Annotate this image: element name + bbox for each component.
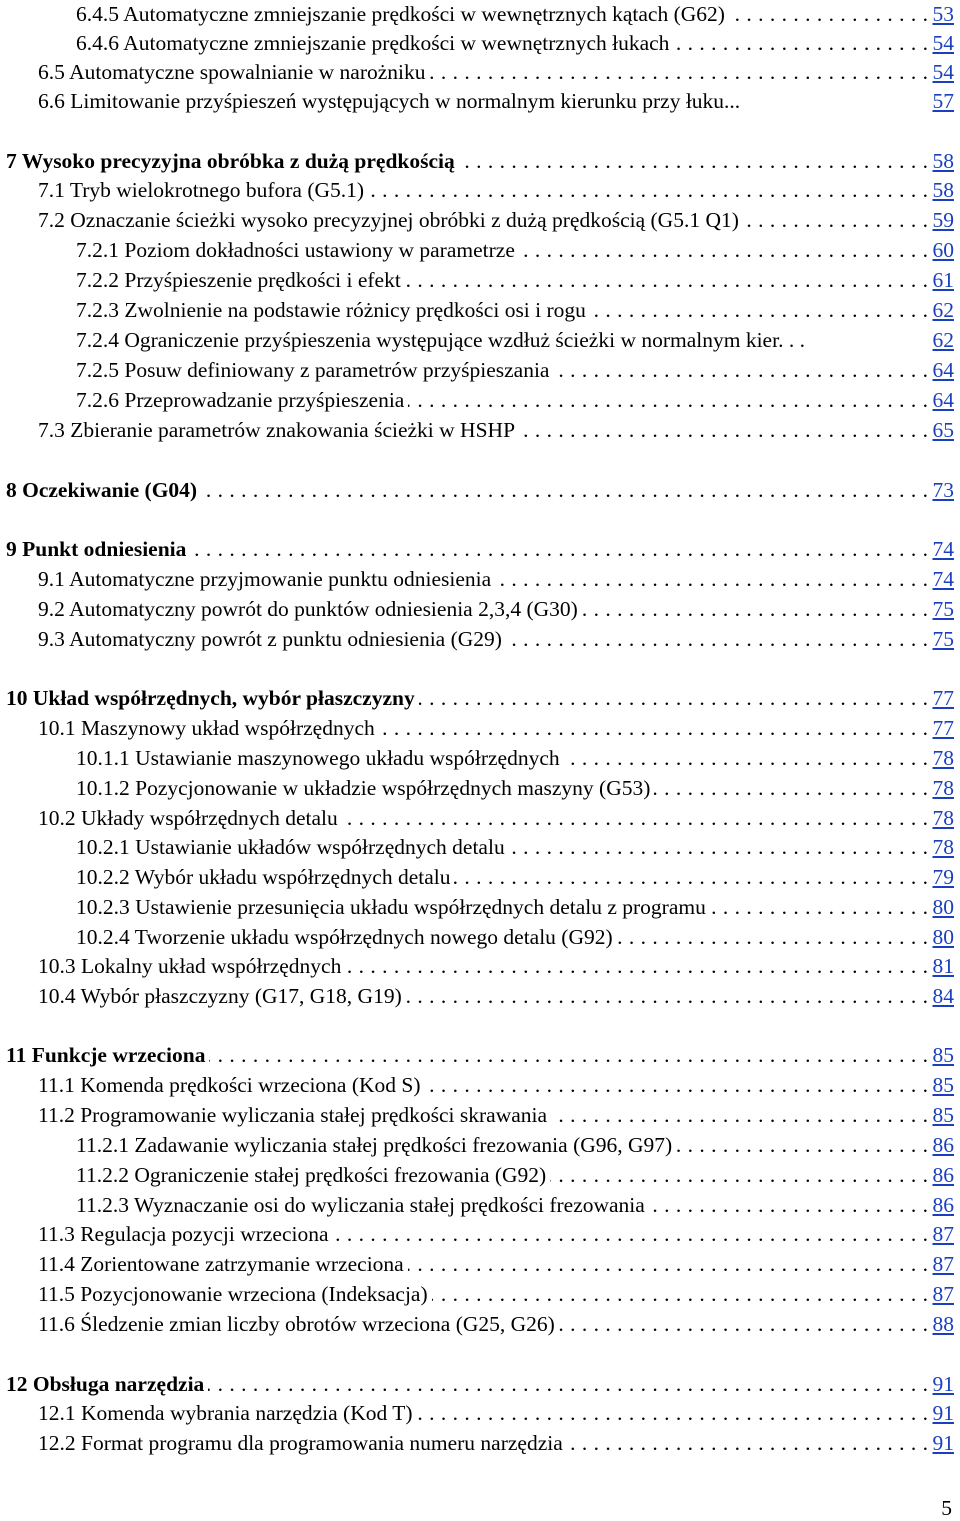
toc-page-link[interactable]: 78 [932, 834, 954, 859]
toc-page-link[interactable]: 91 [932, 1430, 954, 1455]
dot-leader [617, 923, 929, 951]
toc-page-link[interactable]: 54 [932, 59, 954, 84]
toc-entry-title: 8 Oczekiwanie (G04) [6, 477, 198, 502]
toc-page-link[interactable]: 62 [932, 297, 954, 322]
toc-entry-title: 7.2.1 Poziom dokładności ustawiony w parametrze [76, 237, 515, 262]
toc-entry[interactable] [38, 1310, 954, 1338]
toc-entry[interactable] [38, 58, 954, 86]
dot-leader [743, 206, 929, 234]
dot-leader [408, 1250, 929, 1278]
toc-entry[interactable] [76, 296, 954, 324]
toc-page-link[interactable]: 78 [932, 775, 954, 800]
dot-leader [345, 952, 928, 980]
toc-page-link[interactable]: 75 [932, 596, 954, 621]
toc-entry-title: 9.1 Automatyczne przyjmowanie punktu odniesienia [38, 566, 492, 591]
toc-entry-title: 10.1.1 Ustawianie maszynowego układu współrzędnych [76, 745, 560, 770]
toc-entry[interactable] [76, 744, 954, 772]
toc-entry-title: 11.2.2 Ograniczenie stałej prędkości frezowania (G92) [76, 1162, 547, 1187]
toc-entry-title: 10.2.3 Ustawienie przesunięcia układu współrzędnych detalu z programu [76, 894, 706, 919]
toc-page-link[interactable]: 85 [932, 1072, 954, 1097]
dot-leader [676, 1131, 928, 1159]
toc-entry-title: 7.2.6 Przeprowadzanie przyśpieszenia [76, 387, 405, 412]
toc-entry[interactable] [38, 714, 954, 742]
toc-entry[interactable] [38, 1429, 954, 1457]
toc-entry[interactable] [38, 1250, 954, 1278]
toc-page-link[interactable]: 57 [932, 88, 954, 113]
toc-page-link[interactable]: 81 [932, 953, 954, 978]
toc-entry[interactable] [76, 923, 954, 951]
toc-entry[interactable] [76, 1161, 954, 1189]
toc-page-link[interactable]: 91 [932, 1371, 954, 1396]
toc-entry[interactable] [76, 833, 954, 861]
dot-leader [551, 1101, 928, 1129]
toc-page-link[interactable]: 62 [932, 327, 954, 352]
toc-entry-title: 10.3 Lokalny układ współrzędnych [38, 953, 342, 978]
toc-page-link[interactable]: 87 [932, 1221, 954, 1246]
toc-entry-title: 9 Punkt odniesienia [6, 536, 187, 561]
toc-entry-title: 7.2.3 Zwolnienie na podstawie różnicy prędkości osi i rogu [76, 297, 586, 322]
dot-leader [430, 58, 929, 86]
toc-entry[interactable] [38, 1220, 954, 1248]
toc-entry-title: 11 Funkcje wrzeciona [6, 1042, 206, 1067]
toc-entry-title: 12 Obsługa narzędzia [6, 1371, 205, 1396]
dot-leader [419, 684, 929, 712]
toc-entry-title: 6.5 Automatyczne spowalnianie w narożniku [38, 59, 426, 84]
dot-leader [729, 0, 929, 28]
toc-page-link[interactable]: 85 [932, 1102, 954, 1127]
toc-entry-title: 10.2.4 Tworzenie układu współrzędnych nowego detalu (G92) [76, 924, 613, 949]
toc-page-link[interactable]: 64 [932, 387, 954, 412]
toc-page-link[interactable]: 58 [932, 177, 954, 202]
toc-page-link[interactable]: 61 [932, 267, 954, 292]
toc-page-link[interactable]: 86 [932, 1192, 954, 1217]
toc-entry[interactable] [76, 1131, 954, 1159]
toc-entry-title: 11.2.3 Wyznaczanie osi do wyliczania stałej prędkości frezowania [76, 1192, 645, 1217]
toc-entry-title: 7 Wysoko precyzyjna obróbka z dużą prędkością [6, 148, 455, 173]
toc-page-link[interactable]: 53 [932, 1, 954, 26]
toc-page-link[interactable]: 85 [932, 1042, 954, 1067]
toc-entry[interactable] [38, 1399, 954, 1427]
toc-entry[interactable] [76, 266, 954, 294]
dot-leader [590, 296, 929, 324]
toc-entry[interactable] [76, 386, 954, 414]
toc-entry[interactable] [76, 863, 954, 891]
toc-entry[interactable] [76, 356, 954, 384]
toc-page-link[interactable]: 88 [932, 1311, 954, 1336]
toc-entry[interactable] [76, 893, 954, 921]
dot-leader [654, 774, 928, 802]
dot-leader [368, 176, 928, 204]
toc-entry[interactable] [76, 29, 954, 57]
toc-entry-title: 11.3 Regulacja pozycji wrzeciona [38, 1221, 329, 1246]
toc-entry-title: 10.2.2 Wybór układu współrzędnych detalu [76, 864, 451, 889]
toc-entry-title: 11.4 Zorientowane zatrzymanie wrzeciona [38, 1251, 404, 1276]
toc-entry[interactable] [38, 416, 954, 444]
dot-leader [710, 893, 929, 921]
dot-leader [417, 1399, 929, 1427]
toc-entry[interactable] [6, 147, 954, 175]
dot-leader [209, 1041, 928, 1069]
dot-leader [208, 1370, 928, 1398]
dot-leader [495, 565, 928, 593]
toc-entry-title: 6.6 Limitowanie przyśpieszeń występujących w normalnym kierunku przy łuku... [38, 88, 741, 113]
toc-page-link[interactable]: 84 [932, 983, 954, 1008]
toc-entry[interactable] [76, 326, 954, 354]
dot-leader [425, 1071, 929, 1099]
toc-page-link[interactable]: 86 [932, 1162, 954, 1187]
dot-leader [673, 29, 928, 57]
dot-leader [190, 535, 928, 563]
toc-entry-title: 11.6 Śledzenie zmian liczby obrotów wrzeciona (G25, G26) [38, 1311, 555, 1336]
dot-leader [454, 863, 928, 891]
toc-page-link[interactable]: 60 [932, 237, 954, 262]
toc-page-link[interactable]: 77 [932, 715, 954, 740]
toc-entry-title: 6.4.6 Automatyczne zmniejszanie prędkości w wewnętrznych łukach [76, 30, 670, 55]
toc-entry-title: 7.3 Zbieranie parametrów znakowania ścieżki w HSHP [38, 417, 516, 442]
dot-leader [201, 476, 928, 504]
toc-entry[interactable] [38, 565, 954, 593]
toc-entry[interactable] [6, 684, 954, 712]
dot-leader [379, 714, 929, 742]
toc-page-link[interactable]: 80 [932, 894, 954, 919]
dot-leader [550, 1161, 928, 1189]
dot-leader [559, 1310, 929, 1338]
toc-entry[interactable] [76, 774, 954, 802]
toc-entry-title: 10.1 Maszynowy układ współrzędnych [38, 715, 375, 740]
toc-page-link[interactable]: 79 [932, 864, 954, 889]
toc-page-link[interactable]: 91 [932, 1400, 954, 1425]
dot-leader [333, 1220, 929, 1248]
toc-page-link[interactable]: 58 [932, 148, 954, 173]
toc-entry-title: 9.2 Automatyczny powrót do punktów odniesienia 2,3,4 (G30) [38, 596, 578, 621]
toc-entry[interactable] [6, 1041, 954, 1069]
toc-page-link[interactable]: 78 [932, 745, 954, 770]
toc-entry-title: 11.5 Pozycjonowanie wrzeciona (Indeksacja) [38, 1281, 428, 1306]
toc-page-link[interactable]: 77 [932, 685, 954, 710]
toc-entry-title: 12.1 Komenda wybrania narzędzia (Kod T) [38, 1400, 413, 1425]
toc-entry-title: 7.2.4 Ograniczenie przyśpieszenia występujące wzdłuż ścieżki w normalnym kier. . . [76, 327, 805, 352]
toc-entry-title: 11.2 Programowanie wyliczania stałej prędkości skrawania [38, 1102, 548, 1127]
dot-leader [509, 833, 929, 861]
toc-entry-title: 7.2 Oznaczanie ścieżki wysoko precyzyjnej obróbki z dużą prędkością (G5.1 Q1) [38, 207, 739, 232]
dot-leader [567, 1429, 929, 1457]
toc-entry[interactable] [38, 1071, 954, 1099]
toc-entry[interactable] [38, 206, 954, 234]
toc-page-link[interactable]: 87 [932, 1251, 954, 1276]
page-number: 5 [941, 1496, 952, 1520]
toc-page-link[interactable]: 59 [932, 207, 954, 232]
dot-leader [506, 625, 929, 653]
toc-entry-title: 12.2 Format programu dla programowania numeru narzędzia [38, 1430, 563, 1455]
toc-page-link[interactable]: 65 [932, 417, 954, 442]
toc-entry[interactable] [38, 804, 954, 832]
toc-page-link[interactable]: 87 [932, 1281, 954, 1306]
toc-entry[interactable] [6, 535, 954, 563]
toc-entry[interactable] [76, 0, 954, 28]
toc-entry[interactable] [6, 476, 954, 504]
dot-leader [432, 1280, 929, 1308]
toc-page-link[interactable]: 64 [932, 357, 954, 382]
dot-leader [649, 1191, 929, 1219]
toc-entry-title: 10.1.2 Pozycjonowanie w układzie współrzędnych maszyny (G53) [76, 775, 651, 800]
toc-entry[interactable] [38, 595, 954, 623]
dot-leader [406, 982, 929, 1010]
dot-leader [408, 386, 928, 414]
toc-entry[interactable] [38, 1101, 954, 1129]
toc-entry[interactable] [38, 952, 954, 980]
dot-leader [582, 595, 929, 623]
toc-entry[interactable] [76, 236, 954, 264]
toc-entry-title: 10.2.1 Ustawianie układów współrzędnych detalu [76, 834, 505, 859]
toc-entry-title: 11.1 Komenda prędkości wrzeciona (Kod S) [38, 1072, 421, 1097]
toc-entry[interactable] [76, 1191, 954, 1219]
toc-entry-title: 11.2.1 Zadawanie wyliczania stałej prędkości frezowania (G96, G97) [76, 1132, 673, 1157]
toc-page-link[interactable]: 54 [932, 30, 954, 55]
toc-page-link[interactable]: 74 [932, 536, 954, 561]
toc-entry-title: 10.4 Wybór płaszczyzny (G17, G18, G19) [38, 983, 402, 1008]
toc-page-link[interactable]: 74 [932, 566, 954, 591]
toc-page-link[interactable]: 80 [932, 924, 954, 949]
toc-page-link[interactable]: 78 [932, 805, 954, 830]
toc-entry[interactable] [38, 176, 954, 204]
toc-page-link[interactable]: 75 [932, 626, 954, 651]
dot-leader [564, 744, 929, 772]
toc-entry-title: 7.2.2 Przyśpieszenie prędkości i efekt [76, 267, 401, 292]
toc-entry[interactable] [38, 1280, 954, 1308]
toc-page-link[interactable]: 86 [932, 1132, 954, 1157]
toc-entry[interactable] [38, 625, 954, 653]
dot-leader [459, 147, 929, 175]
dot-leader [519, 416, 928, 444]
toc-entry-title: 7.1 Tryb wielokrotnego bufora (G5.1) [38, 177, 365, 202]
toc-entry-title: 7.2.5 Posuw definiowany z parametrów przyśpieszania [76, 357, 550, 382]
dot-leader [553, 356, 928, 384]
toc-entry-title: 6.4.5 Automatyczne zmniejszanie prędkości w wewnętrznych kątach (G62) [76, 1, 725, 26]
toc-entry[interactable] [38, 982, 954, 1010]
toc-entry[interactable] [38, 87, 954, 115]
toc-page-link[interactable]: 73 [932, 477, 954, 502]
dot-leader [405, 266, 929, 294]
dot-leader [519, 236, 929, 264]
toc-entry-title: 9.3 Automatyczny powrót z punktu odniesienia (G29) [38, 626, 502, 651]
toc-entry-title: 10.2 Układy współrzędnych detalu [38, 805, 338, 830]
toc-entry-title: 10 Układ współrzędnych, wybór płaszczyzny [6, 685, 415, 710]
toc-entry[interactable] [6, 1370, 954, 1398]
dot-leader [342, 804, 929, 832]
